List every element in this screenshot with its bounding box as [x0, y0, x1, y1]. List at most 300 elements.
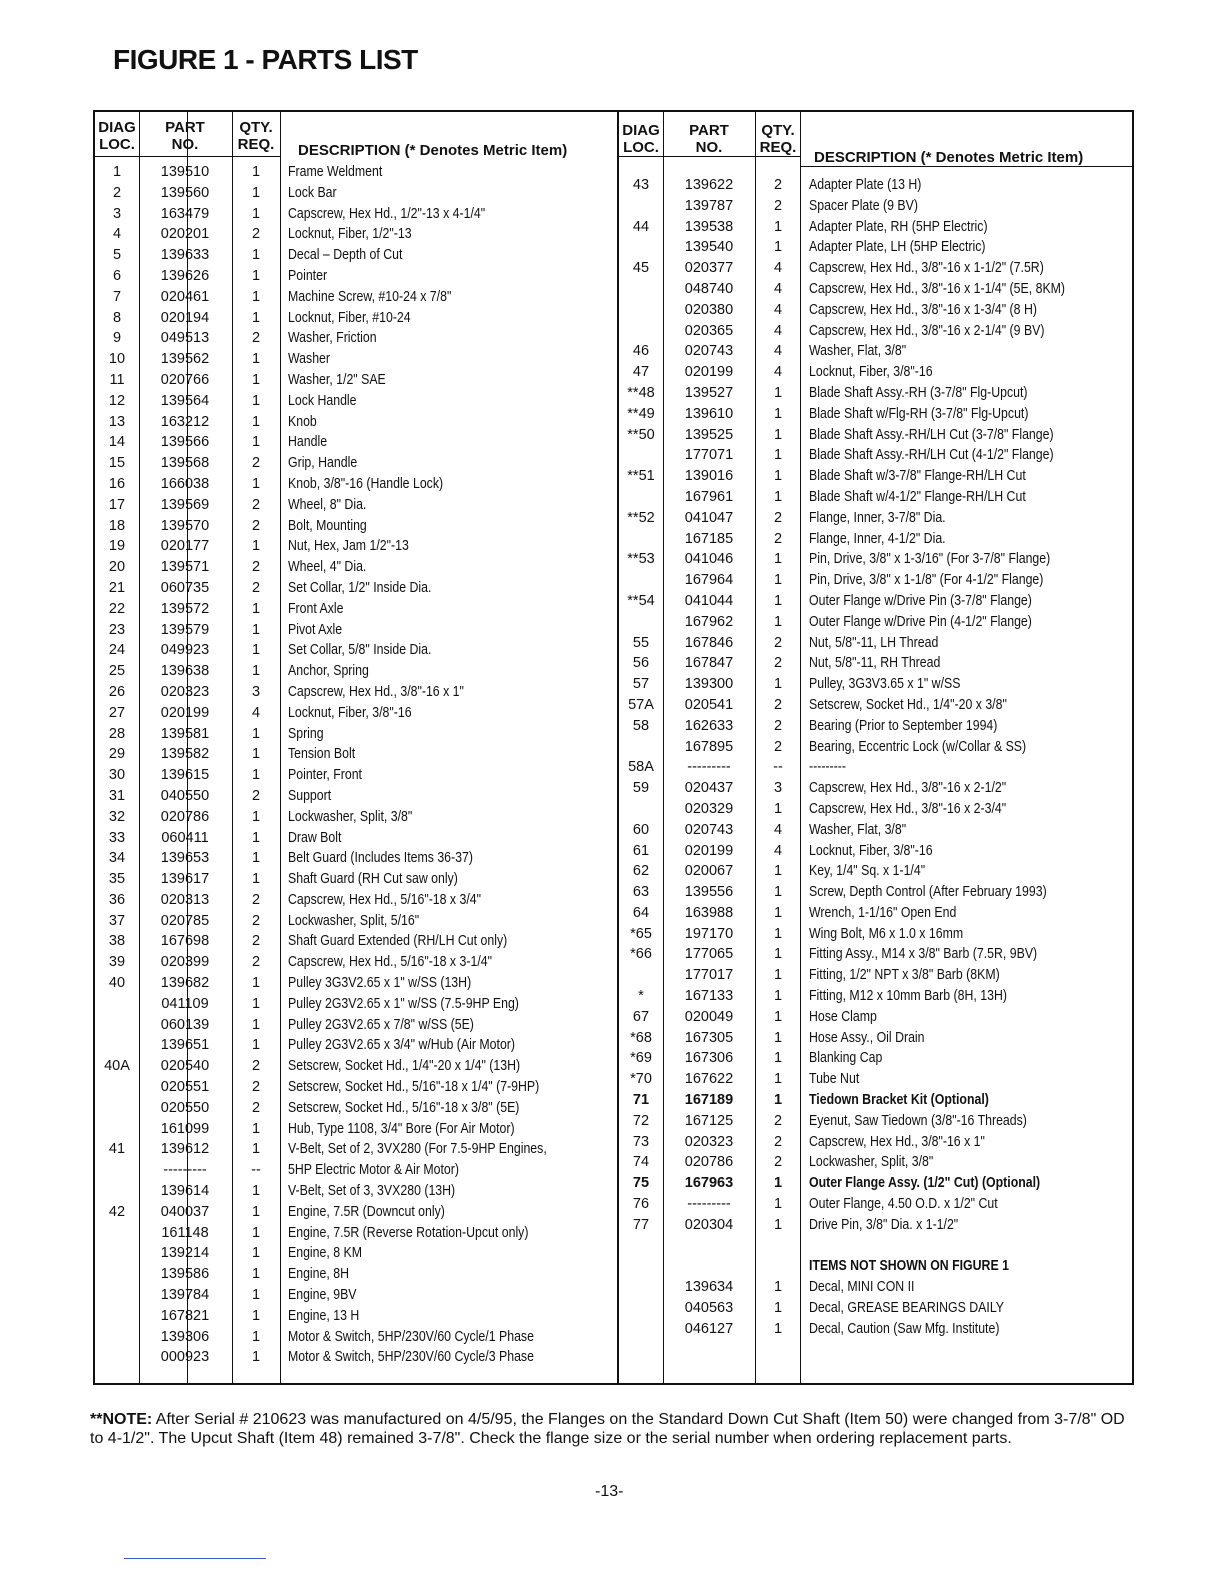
table-row	[619, 737, 1132, 758]
cell-diag-loc: 13	[108, 413, 126, 430]
cell-qty: 1	[773, 218, 783, 235]
cell-qty: 1	[773, 1029, 783, 1046]
cell-qty: 1	[251, 1307, 261, 1324]
cell-part-no: 139612	[160, 1141, 210, 1158]
cell-diag-loc: 28	[108, 725, 126, 742]
cell-qty: 4	[773, 343, 783, 360]
cell-description: Setscrew, Socket Hd., 5/16"-18 x 1/4" (7-9HP)	[288, 1079, 540, 1096]
cell-diag-loc: 29	[108, 746, 126, 763]
header-qty-req: QTY. REQ.	[237, 119, 275, 153]
table-row	[95, 432, 619, 453]
cell-part-no: 177065	[684, 946, 734, 963]
table-row	[619, 1173, 1132, 1194]
cell-part-no: 163212	[160, 413, 210, 430]
cell-description: Blade Shaft w/Flg-RH (3-7/8" Flg-Upcut)	[809, 405, 1029, 422]
table-row	[95, 973, 619, 994]
cell-part-no: 167964	[684, 572, 734, 589]
cell-description: Nut, Hex, Jam 1/2"-13	[288, 538, 409, 555]
cell-description: Set Collar, 1/2" Inside Dia.	[288, 579, 432, 596]
cell-description: Drive Pin, 3/8" Dia. x 1-1/2"	[809, 1216, 959, 1233]
cell-part-no: 020067	[684, 863, 734, 880]
cell-part-no: 163479	[160, 205, 210, 222]
cell-qty: 1	[773, 1196, 783, 1213]
cell-part-no: 020540	[160, 1058, 210, 1075]
cell-qty: 4	[773, 260, 783, 277]
table-row	[95, 453, 619, 474]
cell-part-no: 161148	[161, 1224, 209, 1241]
table-row	[95, 661, 619, 682]
cell-description: Outer Flange, 4.50 O.D. x 1/2" Cut	[809, 1196, 998, 1213]
table-row	[619, 1215, 1132, 1236]
cell-qty: 1	[773, 405, 783, 422]
cell-diag-loc: 59	[632, 780, 650, 797]
cell-part-no: 167306	[684, 1050, 734, 1067]
cell-part-no: 139214	[160, 1245, 210, 1262]
cell-description: Capscrew, Hex Hd., 3/8"-16 x 1-3/4" (8 H)	[809, 301, 1037, 318]
cell-description: Pulley 2G3V2.65 x 3/4" w/Hub (Air Motor)	[288, 1037, 516, 1054]
cell-part-no: 139572	[160, 600, 210, 617]
cell-diag-loc: 22	[108, 600, 126, 617]
cell-part-no: 139610	[684, 405, 734, 422]
cell-diag-loc: **50	[627, 426, 655, 443]
cell-description: Bearing, Eccentric Lock (w/Collar & SS)	[809, 738, 1027, 755]
cell-description: Blade Shaft Assy.-RH (3-7/8" Flg-Upcut)	[809, 384, 1028, 401]
cell-part-no: 139570	[160, 517, 210, 534]
cell-part-no: 020437	[684, 780, 734, 797]
cell-qty: 1	[251, 1183, 261, 1200]
cell-description: Wing Bolt, M6 x 1.0 x 16mm	[809, 925, 964, 942]
cell-qty: 1	[773, 1175, 783, 1192]
cell-part-no: 139540	[684, 239, 734, 256]
cell-part-no: 139617	[160, 871, 210, 888]
cell-diag-loc: 30	[108, 767, 126, 784]
table-row	[95, 1347, 619, 1368]
cell-description: Capscrew, Hex Hd., 3/8"-16 x 2-3/4"	[809, 800, 1007, 817]
cell-part-no: 167846	[684, 634, 734, 651]
table-row	[95, 224, 619, 245]
cell-part-no: 139787	[684, 197, 734, 214]
cell-diag-loc: 27	[108, 704, 126, 721]
cell-part-no: 020551	[160, 1079, 210, 1096]
cell-part-no: 139016	[684, 468, 734, 485]
cell-diag-loc: 38	[108, 933, 126, 950]
table-row	[95, 640, 619, 661]
cell-part-no: 139510	[160, 164, 210, 180]
cell-description: Nut, 5/8"-11, RH Thread	[809, 655, 941, 672]
cell-qty: 1	[251, 1328, 261, 1345]
cell-description: Grip, Handle	[288, 455, 358, 472]
table-row	[95, 349, 619, 370]
cell-qty: 2	[773, 634, 783, 651]
cell-part-no: 020194	[160, 309, 210, 326]
table-row	[95, 1181, 619, 1202]
cell-qty: 2	[773, 509, 783, 526]
cell-qty: 1	[773, 551, 783, 568]
cell-part-no: 020323	[684, 1133, 734, 1150]
table-row	[619, 799, 1132, 820]
cell-qty: 2	[251, 455, 261, 472]
cell-description: Shaft Guard (RH Cut saw only)	[288, 871, 458, 888]
cell-description: Handle	[288, 434, 328, 451]
page-number: -13-	[595, 1483, 624, 1500]
cell-diag-loc: 63	[632, 884, 650, 901]
cell-diag-loc: **52	[627, 509, 655, 526]
cell-part-no: 048740	[684, 280, 734, 297]
cell-qty: 1	[251, 1203, 261, 1220]
cell-diag-loc: 56	[632, 655, 650, 672]
parts-table-right	[619, 112, 1132, 1383]
table-row	[95, 1077, 619, 1098]
table-row	[619, 882, 1132, 903]
parts-table	[93, 110, 1134, 1385]
cell-part-no: 020201	[160, 226, 210, 243]
cell-diag-loc: 33	[108, 829, 126, 846]
table-row	[619, 653, 1132, 674]
footnote	[90, 1410, 1140, 1448]
cell-part-no: 163988	[684, 904, 734, 921]
cell-part-no: 167961	[684, 488, 734, 505]
cell-description: Pulley, 3G3V3.65 x 1" w/SS	[809, 676, 961, 693]
table-row	[619, 404, 1132, 425]
cell-description: Wrench, 1-1/16" Open End	[809, 904, 957, 921]
cell-part-no: 041109	[161, 995, 209, 1012]
cell-part-no: 139582	[160, 746, 210, 763]
cell-part-no: 167963	[684, 1175, 734, 1192]
cell-part-no: 020550	[160, 1099, 210, 1116]
cell-part-no: 167189	[684, 1092, 734, 1109]
cell-qty: 1	[773, 488, 783, 505]
cell-qty: 4	[773, 821, 783, 838]
cell-qty: 1	[251, 205, 261, 222]
cell-qty: 1	[773, 946, 783, 963]
cell-description: Washer, Flat, 3/8"	[809, 343, 907, 360]
table-row	[95, 370, 619, 391]
table-row	[619, 944, 1132, 965]
cell-qty: 1	[773, 676, 783, 693]
cell-qty: 1	[773, 904, 783, 921]
cell-description: Outer Flange Assy. (1/2" Cut) (Optional)	[809, 1175, 1041, 1192]
cell-description: Engine, 13 H	[288, 1307, 360, 1324]
cell-diag-loc: 25	[108, 663, 126, 680]
cell-part-no: 139634	[684, 1279, 734, 1296]
cell-qty: 1	[251, 1287, 261, 1304]
cell-qty: 1	[251, 850, 261, 867]
cell-qty: 2	[251, 933, 261, 950]
cell-part-no: 020786	[160, 808, 210, 825]
cell-part-no: 020461	[160, 288, 210, 305]
table-row	[619, 425, 1132, 446]
table-row	[619, 674, 1132, 695]
cell-qty: 1	[251, 184, 261, 201]
table-row	[619, 1277, 1132, 1298]
cell-part-no: 177017	[684, 967, 734, 984]
cell-qty: 1	[251, 434, 261, 451]
table-row	[619, 258, 1132, 279]
cell-part-no: 139626	[160, 267, 210, 284]
cell-diag-loc: 76	[632, 1196, 650, 1213]
cell-qty: 2	[251, 1099, 261, 1116]
header-part-no-right: PART NO.	[689, 122, 729, 156]
table-row	[95, 890, 619, 911]
table-row	[619, 175, 1132, 196]
cell-description: ---------	[809, 759, 846, 776]
cell-diag-loc: 58	[632, 717, 650, 734]
table-row	[619, 508, 1132, 529]
cell-diag-loc: 72	[632, 1112, 650, 1129]
cell-diag-loc: 77	[632, 1216, 650, 1233]
cell-qty: 2	[773, 717, 783, 734]
cell-description: Adapter Plate, RH (5HP Electric)	[809, 218, 988, 235]
cell-qty: 1	[773, 1071, 783, 1088]
table-row	[95, 786, 619, 807]
cell-part-no: 000923	[160, 1349, 210, 1366]
header-description: DESCRIPTION (* Denotes Metric Item)	[298, 142, 568, 159]
cell-description: Locknut, Fiber, #10-24	[288, 309, 411, 326]
cell-description: Front Axle	[288, 600, 344, 617]
table-row	[619, 279, 1132, 300]
cell-qty: 1	[251, 1120, 261, 1137]
cell-part-no: 020199	[160, 704, 210, 721]
cell-description: Flange, Inner, 3-7/8" Dia.	[809, 509, 946, 526]
cell-qty: 1	[251, 1141, 261, 1158]
cell-diag-loc: 12	[108, 392, 126, 409]
parts-table-left	[95, 112, 619, 1383]
cell-diag-loc: 24	[108, 642, 126, 659]
cell-qty: 1	[773, 613, 783, 630]
cell-description: Fitting, M12 x 10mm Barb (8H, 13H)	[809, 988, 1007, 1005]
cell-part-no: 020323	[160, 683, 210, 700]
cell-qty: 4	[773, 280, 783, 297]
cell-description: Blanking Cap	[809, 1050, 883, 1067]
cell-description: Pointer, Front	[288, 767, 362, 784]
cell-diag-loc: 4	[112, 226, 122, 243]
cell-diag-loc: **48	[627, 384, 655, 401]
table-row	[95, 1264, 619, 1285]
table-row	[619, 487, 1132, 508]
cell-qty: 1	[251, 164, 261, 180]
cell-description: Hub, Type 1108, 3/4" Bore (For Air Motor)	[288, 1120, 515, 1137]
cell-description: Lockwasher, Split, 3/8"	[288, 808, 413, 825]
cell-part-no: 167698	[160, 933, 210, 950]
cell-qty: 1	[773, 447, 783, 464]
cell-qty: 1	[251, 995, 261, 1012]
table-row	[95, 1035, 619, 1056]
cell-description: Capscrew, Hex Hd., 3/8"-16 x 1-1/4" (5E, 8KM)	[809, 280, 1066, 297]
cell-diag-loc: 32	[108, 808, 126, 825]
table-row	[619, 445, 1132, 466]
cell-diag-loc: 57A	[628, 696, 654, 713]
cell-part-no: 020743	[684, 821, 734, 838]
cell-description: Motor & Switch, 5HP/230V/60 Cycle/3 Phase	[288, 1349, 534, 1366]
cell-part-no: 139569	[160, 496, 210, 513]
table-row	[95, 412, 619, 433]
cell-part-no: 167125	[684, 1112, 734, 1129]
table-row	[619, 570, 1132, 591]
cell-qty: 2	[251, 1058, 261, 1075]
cell-description: Support	[288, 787, 332, 804]
cell-qty: 1	[251, 600, 261, 617]
cell-qty: 1	[773, 1216, 783, 1233]
cell-diag-loc: 34	[108, 850, 126, 867]
table-row	[95, 266, 619, 287]
cell-description: Pulley 3G3V2.65 x 1" w/SS (13H)	[288, 975, 472, 992]
cell-qty: 4	[773, 301, 783, 318]
cell-diag-loc: 40	[108, 975, 126, 992]
cell-diag-loc: 64	[632, 904, 650, 921]
cell-diag-loc: 7	[112, 288, 122, 305]
cell-part-no: 167185	[684, 530, 734, 547]
cell-part-no: 177071	[684, 447, 734, 464]
cell-part-no: 167305	[684, 1029, 734, 1046]
cell-part-no: 139579	[160, 621, 210, 638]
cell-qty: 2	[251, 579, 261, 596]
cell-part-no: 020380	[684, 301, 734, 318]
cell-qty: 2	[251, 330, 261, 347]
cell-qty: 2	[251, 517, 261, 534]
cell-diag-loc: 40A	[104, 1058, 130, 1075]
cell-part-no: ---------	[687, 1196, 731, 1213]
cell-description: Blade Shaft w/3-7/8" Flange-RH/LH Cut	[809, 468, 1026, 485]
cell-description: Shaft Guard Extended (RH/LH Cut only)	[288, 933, 508, 950]
cell-diag-loc: *68	[630, 1029, 652, 1046]
table-row	[619, 1194, 1132, 1215]
table-row	[619, 1319, 1132, 1340]
table-row	[95, 1015, 619, 1036]
cell-part-no: 020177	[160, 538, 210, 555]
cell-qty: 1	[251, 392, 261, 409]
cell-part-no: 139560	[160, 184, 210, 201]
cell-qty: 2	[773, 655, 783, 672]
cell-diag-loc: **51	[627, 468, 655, 485]
cell-qty: 4	[773, 364, 783, 381]
cell-description: Locknut, Fiber, 3/8"-16	[809, 364, 933, 381]
cell-diag-loc: 60	[632, 821, 650, 838]
table-row	[619, 757, 1132, 778]
table-row	[95, 287, 619, 308]
cell-part-no: 049513	[160, 330, 210, 347]
cell-description: Washer	[288, 351, 331, 368]
table-row	[95, 245, 619, 266]
cell-diag-loc: 1	[112, 164, 122, 180]
cell-description: Washer, Friction	[288, 330, 377, 347]
cell-part-no: 167895	[684, 738, 734, 755]
cell-part-no: 046127	[684, 1320, 734, 1337]
cell-diag-loc: *66	[630, 946, 652, 963]
table-row	[95, 911, 619, 932]
cell-qty: 1	[251, 1245, 261, 1262]
cell-part-no: 040563	[684, 1300, 734, 1317]
cell-part-no: 049923	[160, 642, 210, 659]
cell-diag-loc: 23	[108, 621, 126, 638]
table-row	[95, 848, 619, 869]
cell-qty: 1	[773, 1092, 783, 1109]
cell-diag-loc: 42	[108, 1203, 126, 1220]
cell-diag-loc: 21	[108, 579, 126, 596]
cell-description: Eyenut, Saw Tiedown (3/8"-16 Threads)	[809, 1112, 1027, 1129]
cell-qty: 1	[773, 239, 783, 256]
cell-description: Set Collar, 5/8" Inside Dia.	[288, 642, 432, 659]
table-row	[619, 1090, 1132, 1111]
table-row	[95, 1160, 619, 1181]
cell-diag-loc: 36	[108, 891, 126, 908]
cell-qty: 2	[773, 696, 783, 713]
cell-qty: 1	[773, 1050, 783, 1067]
cell-diag-loc: 46	[632, 343, 650, 360]
cell-description: Blade Shaft Assy.-RH/LH Cut (4-1/2" Flange)	[809, 447, 1054, 464]
cell-description: Lock Handle	[288, 392, 357, 409]
cell-part-no: 041044	[684, 592, 734, 609]
table-row	[619, 861, 1132, 882]
cell-qty: 2	[773, 197, 783, 214]
table-row	[95, 1243, 619, 1264]
table-row	[95, 308, 619, 329]
cell-part-no: 060735	[160, 579, 210, 596]
table-row	[619, 1152, 1132, 1173]
cell-diag-loc: 20	[108, 559, 126, 576]
cell-description: Motor & Switch, 5HP/230V/60 Cycle/1 Phase	[288, 1328, 534, 1345]
cell-part-no: 020785	[160, 912, 210, 929]
cell-qty: 1	[251, 871, 261, 888]
right-rows	[619, 175, 1132, 1340]
cell-diag-loc: 11	[109, 371, 125, 388]
cell-qty: 1	[251, 829, 261, 846]
table-row	[619, 965, 1132, 986]
cell-diag-loc: 8	[112, 309, 122, 326]
cell-diag-loc: 71	[632, 1092, 650, 1109]
table-row	[619, 1048, 1132, 1069]
table-row	[619, 841, 1132, 862]
cell-diag-loc: 62	[632, 863, 650, 880]
table-row	[95, 204, 619, 225]
cell-part-no: 139306	[160, 1328, 210, 1345]
table-row	[95, 1119, 619, 1140]
table-row	[95, 931, 619, 952]
cell-qty: 1	[251, 975, 261, 992]
cell-description: Knob, 3/8"-16 (Handle Lock)	[288, 475, 444, 492]
cell-qty: 4	[773, 322, 783, 339]
cell-diag-loc: 2	[112, 184, 122, 201]
table-row	[95, 599, 619, 620]
cell-qty: 2	[251, 559, 261, 576]
cell-part-no: 020766	[160, 371, 210, 388]
cell-part-no: 167962	[684, 613, 734, 630]
cell-description: Adapter Plate, LH (5HP Electric)	[809, 239, 986, 256]
cell-part-no: 060139	[160, 1016, 210, 1033]
cell-description: Pointer	[288, 267, 328, 284]
cell-description: Wheel, 4" Dia.	[288, 559, 367, 576]
cell-description: Capscrew, Hex Hd., 3/8"-16 x 1-1/2" (7.5R)	[809, 260, 1044, 277]
cell-diag-loc: 39	[108, 954, 126, 971]
cell-qty: 1	[251, 267, 261, 284]
footer-rule	[124, 1558, 266, 1559]
cell-description: Frame Weldment	[288, 164, 383, 180]
cell-description: Decal, Caution (Saw Mfg. Institute)	[809, 1320, 1000, 1337]
cell-description: Belt Guard (Includes Items 36-37)	[288, 850, 473, 867]
cell-description: Engine, 8H	[288, 1266, 349, 1283]
table-row	[619, 341, 1132, 362]
cell-diag-loc: 16	[108, 475, 126, 492]
header-qty-req-right: QTY. REQ.	[759, 122, 797, 156]
cell-part-no: 020329	[684, 800, 734, 817]
table-row	[95, 620, 619, 641]
cell-part-no: 020304	[684, 1216, 734, 1233]
table-row	[619, 196, 1132, 217]
cell-diag-loc: 9	[112, 330, 122, 347]
cell-qty: 2	[251, 787, 261, 804]
cell-part-no: 139571	[160, 559, 210, 576]
cell-description: Lockwasher, Split, 3/8"	[809, 1154, 934, 1171]
table-row	[95, 765, 619, 786]
